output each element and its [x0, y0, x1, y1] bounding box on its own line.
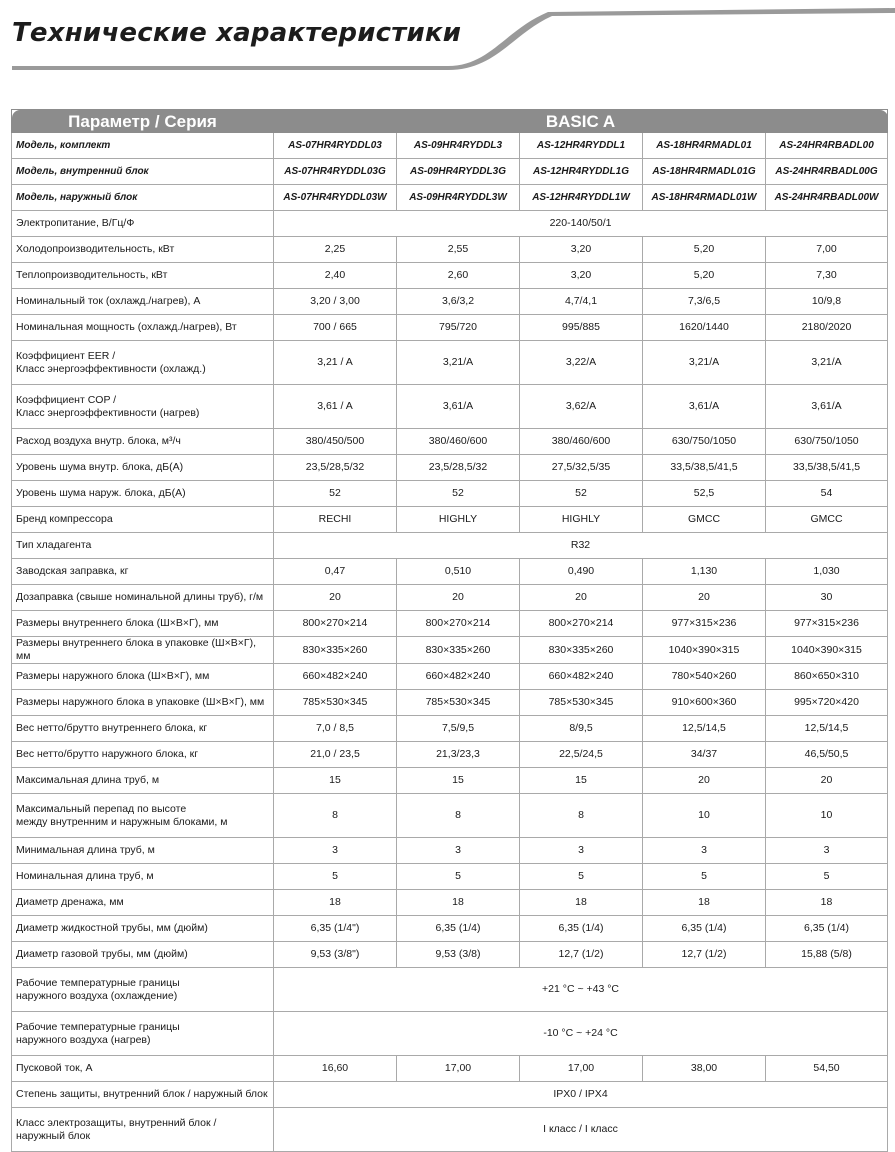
- model-value: AS-12HR4RYDDL1W: [520, 185, 643, 211]
- spec-label-line: Вес нетто/брутто наружного блока, кг: [16, 748, 199, 760]
- spec-value: 3,21/A: [766, 341, 888, 385]
- spec-label: [12, 742, 274, 768]
- spec-value: 33,5/38,5/41,5: [766, 455, 888, 481]
- spec-label: [12, 1056, 274, 1082]
- spec-value: 860×650×310: [766, 664, 888, 690]
- spec-value: 3,21/A: [643, 341, 766, 385]
- spec-label-line: Тип хладагента: [16, 539, 92, 551]
- spec-value: 21,0 / 23,5: [274, 742, 397, 768]
- model-label: Модель, наружный блок: [12, 185, 274, 211]
- spec-value-merged: -10 °C ~ +24 °C: [274, 1012, 888, 1056]
- spec-label: [12, 341, 274, 385]
- spec-label: [12, 481, 274, 507]
- spec-row: [12, 237, 888, 263]
- spec-value: 3,20 / 3,00: [274, 289, 397, 315]
- spec-row: [12, 664, 888, 690]
- spec-value: 17,00: [397, 1056, 520, 1082]
- spec-row: [12, 1012, 888, 1056]
- spec-label-line: Рабочие температурные границы: [16, 1020, 180, 1033]
- spec-label: [12, 916, 274, 942]
- spec-value: 4,7/4,1: [520, 289, 643, 315]
- spec-value: 800×270×214: [274, 611, 397, 637]
- spec-label: [12, 585, 274, 611]
- spec-value: 3,22/A: [520, 341, 643, 385]
- spec-value: 5: [520, 864, 643, 890]
- spec-value: 630/750/1050: [766, 429, 888, 455]
- spec-label-line: Степень защиты, внутренний блок / наружный блок: [16, 1088, 268, 1100]
- spec-value: 20: [766, 768, 888, 794]
- spec-value: 52,5: [643, 481, 766, 507]
- spec-label: [12, 429, 274, 455]
- spec-value: 2,55: [397, 237, 520, 263]
- spec-value: 7,00: [766, 237, 888, 263]
- spec-value: 380/460/600: [397, 429, 520, 455]
- spec-label-line: Уровень шума наруж. блока, дБ(А): [16, 487, 186, 499]
- spec-value: 785×530×345: [520, 690, 643, 716]
- spec-label: [12, 533, 274, 559]
- model-row: [12, 159, 888, 185]
- spec-value: 995×720×420: [766, 690, 888, 716]
- spec-label: [12, 690, 274, 716]
- spec-label-line: Максимальный перепад по высоте: [16, 802, 187, 815]
- spec-value: 3: [766, 838, 888, 864]
- spec-row: [12, 864, 888, 890]
- spec-value: 2180/2020: [766, 315, 888, 341]
- spec-value: HIGHLY: [397, 507, 520, 533]
- spec-row: [12, 890, 888, 916]
- spec-value: 54: [766, 481, 888, 507]
- spec-label-line: Размеры внутреннего блока в упаковке (Ш×В×Г), мм: [16, 637, 257, 662]
- spec-value: 15: [520, 768, 643, 794]
- spec-value: GMCC: [643, 507, 766, 533]
- spec-value: 2,25: [274, 237, 397, 263]
- spec-label-line: Номинальная длина труб, м: [16, 870, 154, 882]
- spec-label-line: Вес нетто/брутто внутреннего блока, кг: [16, 722, 208, 734]
- spec-value: 3,61/A: [397, 385, 520, 429]
- spec-value: 10/9,8: [766, 289, 888, 315]
- spec-label: [12, 794, 274, 838]
- spec-value: 7,30: [766, 263, 888, 289]
- spec-value: 1620/1440: [643, 315, 766, 341]
- spec-label-line: между внутренним и наружным блоками, м: [16, 815, 228, 828]
- spec-label: [12, 263, 274, 289]
- spec-label: [12, 1012, 274, 1056]
- spec-value: 15: [274, 768, 397, 794]
- spec-value: 1040×390×315: [766, 637, 888, 664]
- spec-label-line: наружного воздуха (охлаждение): [16, 989, 178, 1002]
- spec-value: 33,5/38,5/41,5: [643, 455, 766, 481]
- spec-label: [12, 611, 274, 637]
- param-series-header: Параметр / Серия: [12, 110, 274, 133]
- spec-row: [12, 211, 888, 237]
- spec-label-line: Коэффициент COP /: [16, 393, 117, 406]
- spec-label: [12, 455, 274, 481]
- spec-value: 1,030: [766, 559, 888, 585]
- spec-value: 7,5/9,5: [397, 716, 520, 742]
- model-value: AS-18HR4RMADL01W: [643, 185, 766, 211]
- model-value: AS-07HR4RYDDL03: [274, 133, 397, 159]
- spec-row: [12, 533, 888, 559]
- spec-label: [12, 716, 274, 742]
- spec-label: [12, 211, 274, 237]
- model-row: [12, 185, 888, 211]
- spec-row: [12, 559, 888, 585]
- spec-label: [12, 890, 274, 916]
- spec-value: 3,20: [520, 237, 643, 263]
- spec-label-line: Заводская заправка, кг: [16, 565, 129, 577]
- spec-label: [12, 942, 274, 968]
- spec-value: 977×315×236: [766, 611, 888, 637]
- spec-row: [12, 637, 888, 664]
- spec-value: 3,61/A: [643, 385, 766, 429]
- spec-value: 20: [643, 768, 766, 794]
- spec-value: 15: [397, 768, 520, 794]
- spec-label-line: Класс энергоэффективности (охлажд.): [16, 362, 206, 375]
- spec-label-line: наружный блок: [16, 1129, 91, 1142]
- spec-value: 5: [766, 864, 888, 890]
- spec-value: 830×335×260: [520, 637, 643, 664]
- spec-value: 3,61 / A: [274, 385, 397, 429]
- spec-value-merged: R32: [274, 533, 888, 559]
- spec-value: 995/885: [520, 315, 643, 341]
- spec-value: 3,20: [520, 263, 643, 289]
- spec-label-line: Размеры наружного блока в упаковке (Ш×В×Г), мм: [16, 696, 265, 708]
- model-value: AS-18HR4RMADL01: [643, 133, 766, 159]
- spec-row: [12, 1056, 888, 1082]
- spec-label-line: Расход воздуха внутр. блока, м³/ч: [16, 435, 181, 447]
- spec-label: [12, 864, 274, 890]
- spec-label-line: Номинальный ток (охлажд./нагрев), А: [16, 295, 201, 307]
- spec-value: 2,40: [274, 263, 397, 289]
- model-value: AS-09HR4RYDDL3W: [397, 185, 520, 211]
- spec-value: 800×270×214: [397, 611, 520, 637]
- spec-label: [12, 289, 274, 315]
- model-value: AS-07HR4RYDDL03G: [274, 159, 397, 185]
- spec-value: 8: [274, 794, 397, 838]
- spec-value-merged: IPX0 / IPX4: [274, 1082, 888, 1108]
- spec-label: [12, 237, 274, 263]
- spec-label-line: Бренд компрессора: [16, 513, 113, 525]
- spec-value: 18: [397, 890, 520, 916]
- spec-value: 0,490: [520, 559, 643, 585]
- spec-value: 3,6/3,2: [397, 289, 520, 315]
- spec-label: [12, 1082, 274, 1108]
- spec-label-line: Максимальная длина труб, м: [16, 774, 160, 786]
- spec-label-line: Диаметр дренажа, мм: [16, 896, 124, 908]
- spec-value: 18: [766, 890, 888, 916]
- spec-value: 2,60: [397, 263, 520, 289]
- spec-value: 3,61/A: [766, 385, 888, 429]
- spec-value: 380/460/600: [520, 429, 643, 455]
- spec-label: [12, 1108, 274, 1152]
- spec-value: 6,35 (1/4): [643, 916, 766, 942]
- spec-label: [12, 664, 274, 690]
- spec-value: 630/750/1050: [643, 429, 766, 455]
- spec-value: 830×335×260: [397, 637, 520, 664]
- model-value: AS-24HR4RBADL00W: [766, 185, 888, 211]
- spec-row: [12, 716, 888, 742]
- spec-row: [12, 455, 888, 481]
- spec-value: 3,21/A: [397, 341, 520, 385]
- spec-value: 3: [397, 838, 520, 864]
- spec-value: 8: [520, 794, 643, 838]
- spec-value: 977×315×236: [643, 611, 766, 637]
- spec-value-merged: 220-140/50/1: [274, 211, 888, 237]
- spec-label-line: Холодопроизводительность, кВт: [16, 243, 175, 255]
- spec-value: 12,5/14,5: [643, 716, 766, 742]
- spec-value: 23,5/28,5/32: [274, 455, 397, 481]
- spec-row: [12, 481, 888, 507]
- spec-value: 830×335×260: [274, 637, 397, 664]
- spec-label-line: Пусковой ток, А: [16, 1062, 93, 1074]
- model-label: Модель, комплект: [12, 133, 274, 159]
- spec-label-line: Класс энергоэффективности (нагрев): [16, 406, 200, 419]
- spec-value: 5,20: [643, 263, 766, 289]
- spec-value: 8/9,5: [520, 716, 643, 742]
- spec-value: 5: [274, 864, 397, 890]
- spec-row: [12, 768, 888, 794]
- model-value: AS-24HR4RBADL00G: [766, 159, 888, 185]
- spec-value: 6,35 (1/4"): [274, 916, 397, 942]
- spec-value: 700 / 665: [274, 315, 397, 341]
- spec-value: 6,35 (1/4): [397, 916, 520, 942]
- spec-value: 23,5/28,5/32: [397, 455, 520, 481]
- spec-value: 785×530×345: [274, 690, 397, 716]
- model-label: Модель, внутренний блок: [12, 159, 274, 185]
- spec-value: 18: [520, 890, 643, 916]
- spec-row: [12, 968, 888, 1012]
- spec-label: [12, 315, 274, 341]
- model-value: AS-24HR4RBADL00: [766, 133, 888, 159]
- spec-value: 38,00: [643, 1056, 766, 1082]
- spec-value: 18: [643, 890, 766, 916]
- spec-value: 0,47: [274, 559, 397, 585]
- spec-label: [12, 968, 274, 1012]
- spec-value: 780×540×260: [643, 664, 766, 690]
- spec-row: [12, 838, 888, 864]
- spec-value: 3,62/A: [520, 385, 643, 429]
- spec-label-line: Дозаправка (свыше номинальной длины труб), г/м: [16, 591, 264, 603]
- spec-value: HIGHLY: [520, 507, 643, 533]
- spec-value: 27,5/32,5/35: [520, 455, 643, 481]
- spec-value: 660×482×240: [397, 664, 520, 690]
- spec-value: 7,3/6,5: [643, 289, 766, 315]
- spec-label: [12, 637, 274, 664]
- model-value: AS-09HR4RYDDL3G: [397, 159, 520, 185]
- spec-value: 10: [766, 794, 888, 838]
- spec-label-line: Диаметр газовой трубы, мм (дюйм): [16, 948, 188, 960]
- spec-label: [12, 838, 274, 864]
- spec-value: 22,5/24,5: [520, 742, 643, 768]
- series-header: BASIC A: [274, 110, 888, 133]
- spec-value: RECHI: [274, 507, 397, 533]
- model-value: AS-18HR4RMADL01G: [643, 159, 766, 185]
- spec-label-line: Диаметр жидкостной трубы, мм (дюйм): [16, 922, 208, 934]
- spec-value: 0,510: [397, 559, 520, 585]
- spec-label-line: Класс электрозащиты, внутренний блок /: [16, 1116, 217, 1129]
- spec-row: [12, 1108, 888, 1152]
- spec-row: [12, 429, 888, 455]
- spec-value: 1,130: [643, 559, 766, 585]
- spec-label: [12, 559, 274, 585]
- spec-row: [12, 611, 888, 637]
- spec-value: 785×530×345: [397, 690, 520, 716]
- spec-value: 1040×390×315: [643, 637, 766, 664]
- spec-row: [12, 742, 888, 768]
- spec-value: 800×270×214: [520, 611, 643, 637]
- spec-value: 20: [520, 585, 643, 611]
- spec-value: 30: [766, 585, 888, 611]
- spec-label: [12, 385, 274, 429]
- spec-label-line: Номинальная мощность (охлажд./нагрев), Вт: [16, 321, 237, 333]
- model-value: AS-07HR4RYDDL03W: [274, 185, 397, 211]
- spec-value: 3: [643, 838, 766, 864]
- page-title: Технические характеристики: [12, 18, 462, 48]
- spec-value: 5: [397, 864, 520, 890]
- spec-value: 52: [274, 481, 397, 507]
- spec-value: 8: [397, 794, 520, 838]
- spec-value: 34/37: [643, 742, 766, 768]
- spec-value: 15,88 (5/8): [766, 942, 888, 968]
- spec-value: 12,7 (1/2): [520, 942, 643, 968]
- spec-label: [12, 507, 274, 533]
- spec-value: 52: [520, 481, 643, 507]
- spec-label-line: Уровень шума внутр. блока, дБ(А): [16, 461, 184, 473]
- model-value: AS-09HR4RYDDL3: [397, 133, 520, 159]
- spec-row: [12, 1082, 888, 1108]
- model-value: AS-12HR4RYDDL1G: [520, 159, 643, 185]
- spec-value: 9,53 (3/8"): [274, 942, 397, 968]
- spec-row: [12, 507, 888, 533]
- spec-value: 660×482×240: [274, 664, 397, 690]
- spec-value: 17,00: [520, 1056, 643, 1082]
- spec-row: [12, 942, 888, 968]
- spec-value: 18: [274, 890, 397, 916]
- spec-value-merged: +21 °C ~ +43 °C: [274, 968, 888, 1012]
- spec-value: 52: [397, 481, 520, 507]
- spec-value-merged: I класс / I класс: [274, 1108, 888, 1152]
- spec-label: [12, 768, 274, 794]
- model-value: AS-12HR4RYDDL1: [520, 133, 643, 159]
- spec-row: [12, 690, 888, 716]
- spec-value: 380/450/500: [274, 429, 397, 455]
- spec-row: [12, 385, 888, 429]
- spec-label-line: наружного воздуха (нагрев): [16, 1033, 151, 1046]
- spec-row: [12, 794, 888, 838]
- model-row: [12, 133, 888, 159]
- spec-value: 7,0 / 8,5: [274, 716, 397, 742]
- spec-value: 16,60: [274, 1056, 397, 1082]
- header-row: [12, 110, 888, 133]
- spec-value: 20: [643, 585, 766, 611]
- spec-value: 12,7 (1/2): [643, 942, 766, 968]
- spec-label-line: Коэффициент EER /: [16, 349, 116, 362]
- spec-value: 910×600×360: [643, 690, 766, 716]
- spec-label-line: Рабочие температурные границы: [16, 976, 180, 989]
- spec-label-line: Размеры наружного блока (Ш×В×Г), мм: [16, 670, 210, 682]
- spec-label-line: Минимальная длина труб, м: [16, 844, 155, 856]
- spec-value: 46,5/50,5: [766, 742, 888, 768]
- spec-row: [12, 315, 888, 341]
- spec-row: [12, 341, 888, 385]
- spec-value: GMCC: [766, 507, 888, 533]
- spec-value: 660×482×240: [520, 664, 643, 690]
- spec-value: 5: [643, 864, 766, 890]
- title-swoosh-decoration: [0, 0, 895, 80]
- spec-value: 795/720: [397, 315, 520, 341]
- spec-value: 3: [520, 838, 643, 864]
- spec-value: 5,20: [643, 237, 766, 263]
- spec-value: 20: [274, 585, 397, 611]
- spec-value: 9,53 (3/8): [397, 942, 520, 968]
- spec-label-line: Электропитание, В/Гц/Ф: [16, 217, 135, 229]
- spec-table: [11, 109, 888, 1152]
- spec-value: 3: [274, 838, 397, 864]
- spec-value: 20: [397, 585, 520, 611]
- spec-value: 21,3/23,3: [397, 742, 520, 768]
- spec-value: 54,50: [766, 1056, 888, 1082]
- spec-value: 10: [643, 794, 766, 838]
- spec-label-line: Теплопроизводительность, кВт: [16, 269, 168, 281]
- spec-value: 3,21 / A: [274, 341, 397, 385]
- spec-row: [12, 916, 888, 942]
- spec-value: 6,35 (1/4): [520, 916, 643, 942]
- spec-value: 12,5/14,5: [766, 716, 888, 742]
- spec-label-line: Размеры внутреннего блока (Ш×В×Г), мм: [16, 617, 219, 629]
- spec-value: 6,35 (1/4): [766, 916, 888, 942]
- spec-row: [12, 289, 888, 315]
- spec-row: [12, 263, 888, 289]
- spec-row: [12, 585, 888, 611]
